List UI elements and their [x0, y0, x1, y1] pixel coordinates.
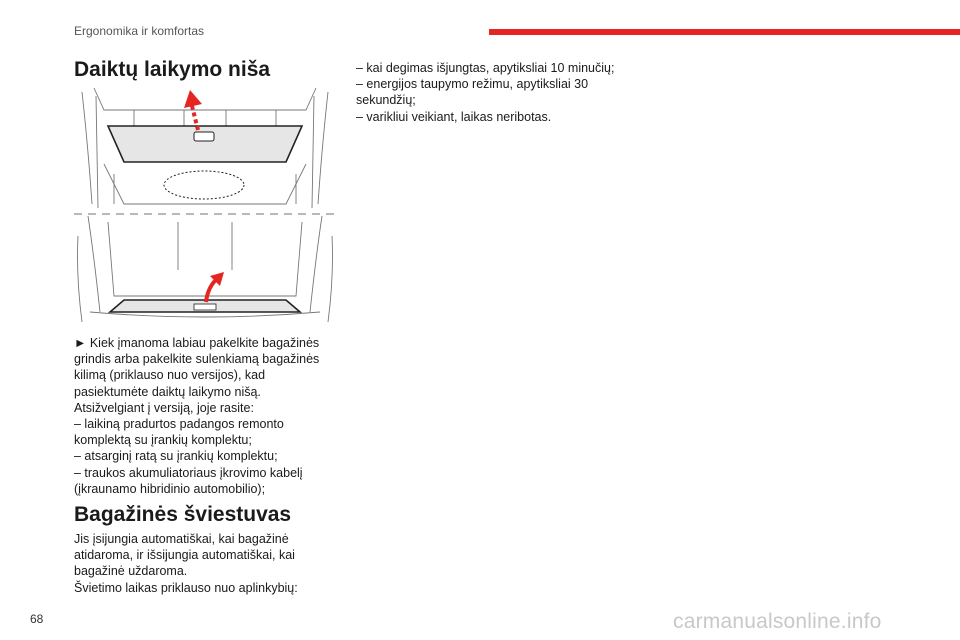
- list-item: – kai degimas išjungtas, apytiksliai 10 minučių;: [356, 61, 615, 75]
- trunk-light-description: Jis įsijungia automatiškai, kai bagažinė atidaroma, ir išsijungia automatiškai, kai bagažinė uždaroma.: [74, 532, 295, 579]
- list-item: – laikiną pradurtos padangos remonto komplektą su įrankių komplektu;: [74, 417, 284, 448]
- trunk-light-duration-intro: Švietimo laikas priklauso nuo aplinkybių:: [74, 580, 298, 595]
- header-accent-bar: [489, 29, 960, 35]
- trunk-light-heading: Bagažinės šviestuvas: [74, 503, 292, 526]
- trunk-light-text-block: [74, 531, 339, 596]
- list-item: – energijos taupymo režimu, apytiksliai 30 sekundžių;: [356, 77, 589, 108]
- trunk-light-duration-list: [356, 60, 626, 125]
- storage-intro: Atsižvelgiant į versiją, joje rasite:: [74, 400, 254, 415]
- storage-instruction: ► Kiek įmanoma labiau pakelkite bagažinės grindis arba pakelkite sulenkiamą bagažinės kilimą (priklauso nuo versijos), kad pasiektumėte daiktų laikymo nišą.: [74, 336, 320, 399]
- list-item: – varikliui veikiant, laikas neribotas.: [356, 109, 552, 124]
- page-number: 68: [30, 612, 44, 626]
- storage-heading: Daiktų laikymo niša: [74, 58, 271, 81]
- storage-text-block: [74, 335, 339, 497]
- list-item: – atsarginį ratą su įrankių komplektu;: [74, 449, 278, 464]
- header-section-title: Ergonomika ir komfortas: [74, 24, 205, 38]
- trunk-storage-illustration: [74, 86, 336, 326]
- watermark: carmanualsonline.info: [673, 610, 882, 633]
- list-item: – traukos akumuliatoriaus įkrovimo kabelį (įkraunamo hibridinio automobilio);: [74, 465, 303, 496]
